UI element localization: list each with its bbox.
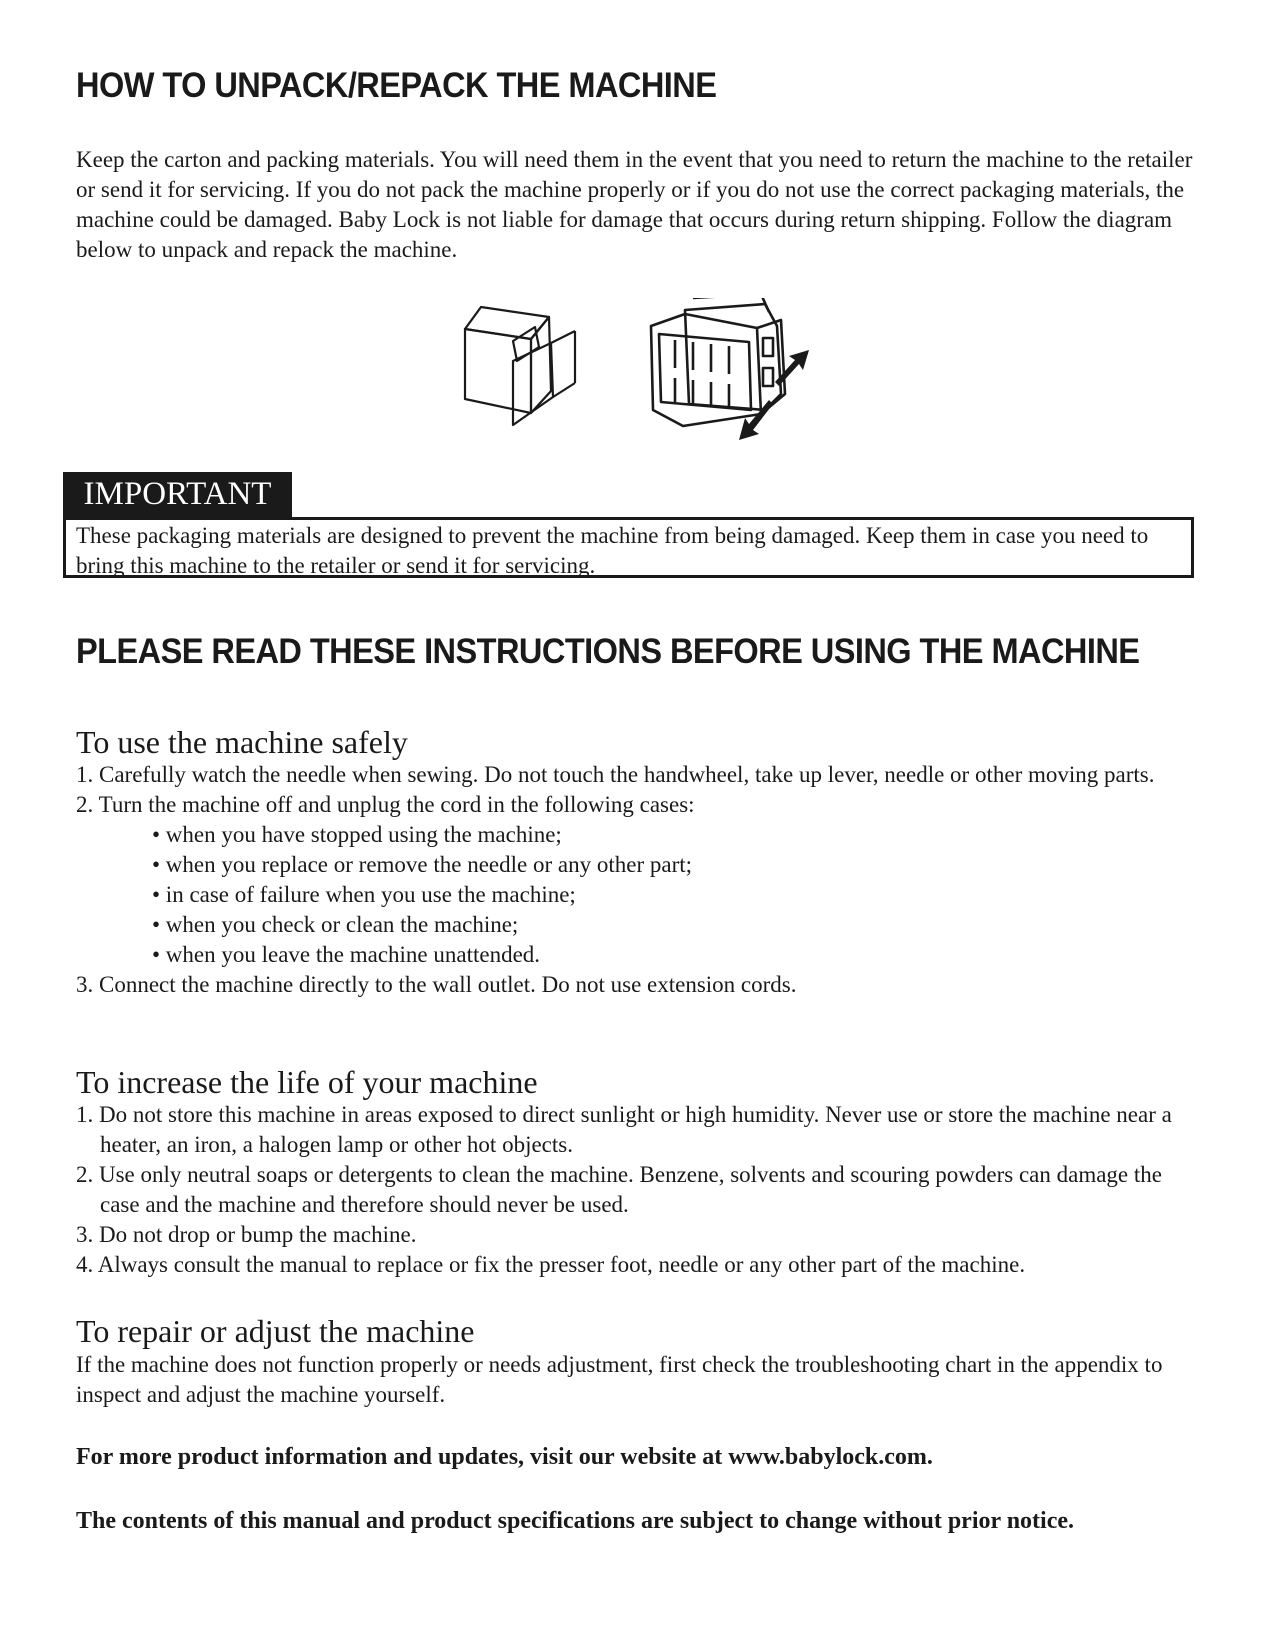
website-note: For more product information and updates, visit our website at www.babylock.com. xyxy=(76,1444,933,1470)
list-item: 1. Do not store this machine in areas exposed to direct sunlight or high humidity. Never use or store the machine near a heater, an iron, a halogen lamp or other hot objects. xyxy=(76,1102,1172,1157)
machine-life-title: To increase the life of your machine xyxy=(76,1064,538,1100)
instructions-heading: PLEASE READ THESE INSTRUCTIONS BEFORE USING THE MACHINE xyxy=(76,632,1140,671)
list-item: • when you replace or remove the needle or any other part; xyxy=(152,852,693,877)
repair-paragraph: If the machine does not function properly or needs adjustment, first check the troubleshooting chart in the appendix to inspect and adjust the machine yourself. xyxy=(76,1352,1163,1407)
important-notice: These packaging materials are designed to prevent the machine from being damaged. Keep them in case you need to bring this machine to the retailer or send it for servicing. xyxy=(63,517,1194,578)
list-item: 3. Do not drop or bump the machine. xyxy=(76,1222,417,1247)
carton-icon xyxy=(463,305,578,430)
list-item: 4. Always consult the manual to replace or fix the presser foot, needle or any other part of the machine. xyxy=(76,1252,1026,1277)
change-notice: The contents of this manual and product specifications are subject to change without prior notice. xyxy=(76,1508,1075,1534)
safe-item-2: 2. Turn the machine off and unplug the cord in the following cases: xyxy=(76,792,695,817)
safe-item-3: 3. Connect the machine directly to the wall outlet. Do not use extension cords. xyxy=(76,972,797,997)
unpack-heading: HOW TO UNPACK/REPACK THE MACHINE xyxy=(76,66,717,105)
list-item: 2. Use only neutral soaps or detergents to clean the machine. Benzene, solvents and scouring powders can damage the case and the machine and therefore should never be used. xyxy=(76,1162,1162,1217)
packed-machine-icon xyxy=(645,298,815,443)
list-item: • when you have stopped using the machine; xyxy=(152,822,562,847)
repair-title: To repair or adjust the machine xyxy=(76,1313,475,1349)
unpack-paragraph: Keep the carton and packing materials. You will need them in the event that you need to return the machine to the retailer or send it for servicing. If you do not pack the machine properly or if you do not use the correct packaging materials, the machine could be damaged. Baby Lock is not liable for damage that occurs during return shipping. Follow the diagram below to unpack and repack the machine. xyxy=(76,147,1193,262)
list-item: • when you check or clean the machine; xyxy=(152,912,519,937)
list-item: • when you leave the machine unattended. xyxy=(152,942,541,967)
safe-item-1: 1. Carefully watch the needle when sewing. Do not touch the handwheel, take up lever, needle or other moving parts. xyxy=(76,762,1155,787)
important-label: IMPORTANT xyxy=(63,472,292,517)
list-item: • in case of failure when you use the machine; xyxy=(152,882,576,907)
safe-use-title: To use the machine safely xyxy=(76,724,408,760)
safe-use-list xyxy=(76,760,1206,1000)
safe-item-2-cases xyxy=(76,820,1206,970)
unplug-cases-list xyxy=(76,820,1206,970)
machine-life-list xyxy=(76,1100,1206,1280)
